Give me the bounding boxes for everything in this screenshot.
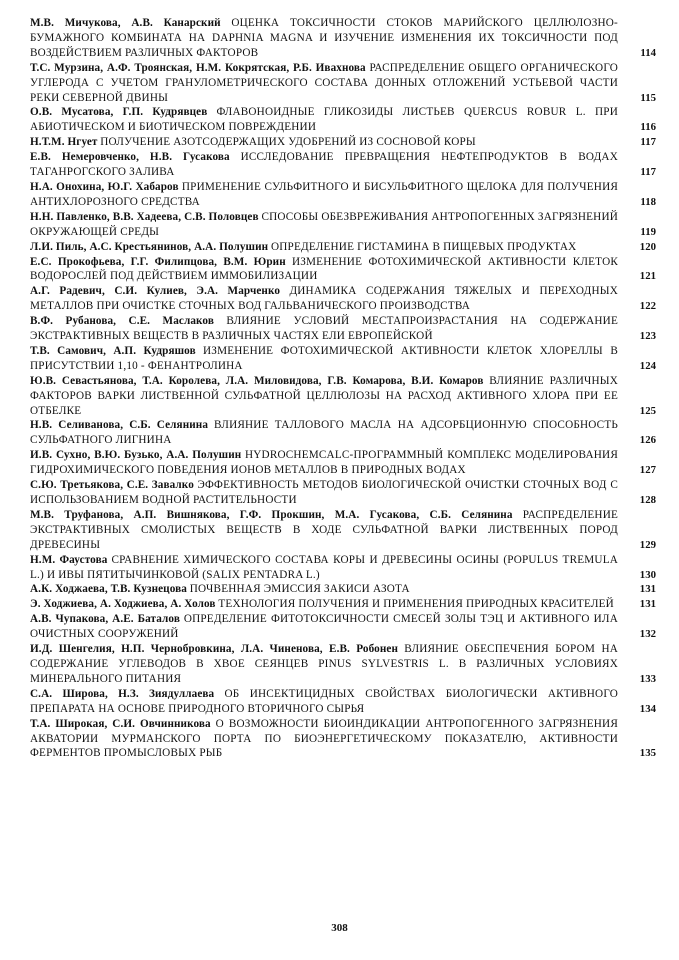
toc-entry	[30, 374, 656, 419]
toc-entry-text	[30, 448, 632, 478]
entry-authors: Н.М. Фаустова	[30, 553, 108, 566]
entry-title: РАСПРЕДЕЛЕНИЕ ОБЩЕГО ОРГАНИЧЕСКОГО УГЛЕРОДА С УЧЕТОМ ГРАНУЛОМЕТРИЧЕСКОГО СОСТАВА ДОННЫХ ОТЛОЖЕНИЙ УСТЬЕВОЙ ЧАСТИ РЕКИ СЕВЕРНОЙ ДВИНЫ	[30, 61, 618, 104]
entry-authors: А.В. Чупакова, А.Е. Баталов	[30, 613, 180, 626]
toc-entry-text	[30, 240, 632, 255]
toc-entry-text	[30, 553, 632, 583]
entry-page-number: 129	[639, 538, 656, 551]
entry-page-number: 130	[639, 568, 656, 581]
toc-entry	[30, 508, 656, 553]
toc-entry	[30, 16, 656, 61]
entry-title: ФЛАВОНОИДНЫЕ ГЛИКОЗИДЫ ЛИСТЬЕВ QUERCUS ROBUR L. ПРИ АБИОТИЧЕСКОМ И БИОТИЧЕСКОМ ПОВРЕЖДЕНИИ	[30, 106, 618, 134]
entry-title: ОЦЕНКА ТОКСИЧНОСТИ СТОКОВ МАРИЙСКОГО ЦЕЛЛЮЛОЗНО-БУМАЖНОГО КОМБИНАТА НА DAPHNIA MAGNA И ИЗУЧЕНИЕ ИЗМЕНЕНИЯ ИХ ТОКСИЧНОСТИ ПОД ВОЗДЕЙСТВИЕМ РАЗЛИЧНЫХ ФАКТОРОВ	[30, 17, 618, 59]
toc-entry	[30, 180, 656, 210]
entry-page-number: 115	[640, 91, 656, 104]
entry-authors: Н.А. Онохина, Ю.Г. Хабаров	[30, 180, 179, 193]
entry-title: ИЗМЕНЕНИЕ ФОТОХИМИЧЕСКОЙ АКТИВНОСТИ КЛЕТОК ХЛОРЕЛЛЫ В ПРИСУТСТВИИ 1,10 - ФЕНАНТРОЛИНА	[30, 344, 618, 372]
entry-title: СПОСОБЫ ОБЕЗВРЕЖИВАНИЯ АНТРОПОГЕННЫХ ЗАГРЯЗНЕНИЙ ОКРУЖАЮЩЕЙ СРЕДЫ	[30, 210, 618, 238]
entry-title: ОБ ИНСЕКТИЦИДНЫХ СВОЙСТВАХ БИОЛОГИЧЕСКИ АКТИВНОГО ПРЕПАРАТА НА ОСНОВЕ ПРИРОДНОГО ВТОРИЧНОГО СЫРЬЯ	[30, 687, 618, 715]
toc-entry-text	[30, 180, 632, 210]
entry-title: ИЗМЕНЕНИЕ ФОТОХИМИЧЕСКОЙ АКТИВНОСТИ КЛЕТОК ВОДОРОСЛЕЙ ПОД ДЕЙСТВИЕМ ИММОБИЛИЗАЦИИ	[30, 255, 619, 283]
toc-entry-text	[30, 314, 632, 344]
toc-entry	[30, 553, 656, 583]
entry-authors: Н.В. Селиванова, С.Б. Селянина	[30, 419, 209, 432]
entry-page-number: 116	[640, 121, 656, 134]
toc-entry-text	[30, 105, 632, 135]
toc-entry	[30, 717, 656, 762]
entry-authors: М.В. Мичукова, А.В. Канарский	[30, 17, 221, 29]
entry-page-number: 126	[639, 434, 656, 447]
entry-authors: А.К. Ходжаева, Т.В. Кузнецова	[30, 583, 187, 596]
toc-entry-text	[30, 284, 632, 314]
toc-entry	[30, 687, 656, 717]
entry-page-number: 117	[640, 136, 656, 149]
toc-entry-text	[30, 582, 632, 597]
toc-entry-text	[30, 16, 632, 61]
toc-entry-text	[30, 344, 632, 374]
toc-entry-text	[30, 717, 632, 762]
entry-title: ВЛИЯНИЕ ОБЕСПЕЧЕНИЯ БОРОМ НА СОДЕРЖАНИЕ УГЛЕВОДОВ В ХВОЕ СЕЯНЦЕВ PINUS SYLVESTRIS L. В РАЗЛИЧНЫХ УСЛОВИЯХ МИНЕРАЛЬНОГО ПИТАНИЯ	[30, 643, 619, 685]
entry-title: HYDROCHEMCALC-ПРОГРАММНЫЙ КОМПЛЕКС МОДЕЛИРОВАНИЯ ГИДРОХИМИЧЕСКОГО ПОВЕДЕНИЯ ИОНОВ МЕТАЛЛОВ В ПРИРОДНЫХ ВОДАХ	[30, 449, 618, 477]
toc-entry	[30, 344, 656, 374]
toc-entry	[30, 255, 656, 285]
toc-entry-text	[30, 478, 632, 508]
entry-authors: Е.С. Прокофьева, Г.Г. Филипцова, В.М. Юрин	[30, 255, 286, 268]
toc-entry	[30, 612, 656, 642]
entry-authors: Т.А. Широкая, С.И. Овчинникова	[30, 717, 211, 730]
entry-page-number: 125	[639, 404, 656, 417]
toc-entry-text	[30, 687, 632, 717]
entry-title: ВЛИЯНИЕ УСЛОВИЙ МЕСТАПРОИЗРАСТАНИЯ НА СОДЕРЖАНИЕ ЭКСТРАКТИВНЫХ ВЕЩЕСТВ В РАЗЛИЧНЫХ ЧАСТЯХ ЕЛИ ЕВРОПЕЙСКОЙ	[30, 315, 618, 343]
toc-entry	[30, 314, 656, 344]
entry-authors: Н.Н. Павленко, В.В. Хадеева, С.В. Половцев	[30, 210, 259, 223]
entry-authors: Н.Т.М. Нгует	[30, 136, 98, 149]
entry-page-number: 132	[639, 628, 656, 641]
entry-authors: А.Г. Радевич, С.И. Кулиев, Э.А. Марченко	[30, 285, 281, 298]
toc-entry	[30, 284, 656, 314]
entry-title: ПОЛУЧЕНИЕ АЗОТСОДЕРЖАЩИХ УДОБРЕНИЙ ИЗ СОСНОВОЙ КОРЫ	[100, 136, 476, 149]
entry-authors: Ю.В. Севастьянова, Т.А. Королева, Л.А. Миловидова, Г.В. Комарова, В.И. Комаров	[30, 374, 484, 387]
toc-entry	[30, 597, 656, 612]
entry-authors: Э. Ходжиева, А. Ходжиева, А. Холов	[30, 598, 216, 611]
entry-page-number: 131	[639, 583, 656, 596]
toc-entry-text	[30, 642, 632, 687]
entry-title: ПРИМЕНЕНИЕ СУЛЬФИТНОГО И БИСУЛЬФИТНОГО ЩЕЛОКА ДЛЯ ПОЛУЧЕНИЯ АНТИХЛОРОЗНОГО СРЕДСТВА	[30, 180, 619, 208]
entry-authors: С.Ю. Третьякова, С.Е. Завалко	[30, 479, 194, 492]
entry-title: ЭФФЕКТИВНОСТЬ МЕТОДОВ БИОЛОГИЧЕСКОЙ ОЧИСТКИ СТОЧНЫХ ВОД С ИСПОЛЬЗОВАНИЕМ ВОДНОЙ РАСТИТЕЛЬНОСТИ	[30, 479, 618, 506]
entry-title: ВЛИЯНИЕ РАЗЛИЧНЫХ ФАКТОРОВ ВАРКИ ЛИСТВЕННОЙ СУЛЬФАТНОЙ ЦЕЛЛЮЛОЗЫ НА РАСХОД АКТИВНОГО ХЛОРА ПРИ ЕЕ ОТБЕЛКЕ	[30, 374, 618, 417]
toc-entry	[30, 210, 656, 240]
entry-page-number: 114	[640, 46, 656, 59]
entry-authors: И.Д. Шенгелия, Н.П. Чернобровкина, Л.А. Чиненова, Е.В. Робонен	[30, 643, 398, 656]
entry-title: РАСПРЕДЕЛЕНИЕ ЭКСТРАКТИВНЫХ СМОЛИСТЫХ ВЕЩЕСТВ В ХОДЕ СУЛЬФАТНОЙ ВАРКИ ЛИСТВЕННЫХ ПОРОД ДРЕВЕСИНЫ	[30, 508, 619, 551]
entry-authors: О.В. Мусатова, Г.П. Кудрявцев	[30, 106, 208, 119]
entry-authors: Т.В. Самович, А.П. Кудряшов	[30, 344, 196, 357]
toc-entry	[30, 448, 656, 478]
toc-entry-text	[30, 61, 632, 106]
page-number: 308	[331, 922, 348, 934]
entry-page-number: 117	[640, 166, 656, 179]
entry-page-number: 122	[639, 300, 656, 313]
entry-page-number: 131	[639, 598, 656, 611]
entry-title: СРАВНЕНИЕ ХИМИЧЕСКОГО СОСТАВА КОРЫ И ДРЕВЕСИНЫ ОСИНЫ (POPULUS TREMULA L.) И ИВЫ ПЯТИТЫЧИНКОВОЙ (SALIX PENTADRA L.)	[30, 553, 619, 581]
toc-entry	[30, 478, 656, 508]
entry-page-number: 120	[639, 240, 656, 253]
toc-entry-text	[30, 135, 632, 150]
entry-page-number: 134	[639, 702, 656, 715]
entry-title: ИССЛЕДОВАНИЕ ПРЕВРАЩЕНИЯ НЕФТЕПРОДУКТОВ В ВОДАХ ТАГАНРОГСКОГО ЗАЛИВА	[30, 151, 618, 179]
toc-entry-text	[30, 418, 632, 448]
entry-authors: Л.И. Пиль, А.С. Крестьянинов, А.А. Полушин	[30, 240, 269, 253]
toc-entry-text	[30, 508, 632, 553]
entry-title: ОПРЕДЕЛЕНИЕ ФИТОТОКСИЧНОСТИ СМЕСЕЙ ЗОЛЫ ТЭЦ И АКТИВНОГО ИЛА ОЧИСТНЫХ СООРУЖЕНИЙ	[30, 613, 618, 641]
toc-entry	[30, 61, 656, 106]
entry-page-number: 128	[639, 494, 656, 506]
toc-entry	[30, 240, 656, 255]
entry-page-number: 119	[640, 225, 656, 238]
entry-page-number: 123	[639, 330, 656, 343]
entry-authors: И.В. Сухно, В.Ю. Бузько, А.А. Полушин	[30, 449, 242, 462]
toc-entry	[30, 105, 656, 135]
entry-title: ОПРЕДЕЛЕНИЕ ГИСТАМИНА В ПИЩЕВЫХ ПРОДУКТАХ	[270, 240, 577, 253]
entry-authors: М.В. Труфанова, А.П. Вишнякова, Г.Ф. Прокшин, М.А. Гусакова, С.Б. Селянина	[30, 508, 513, 521]
entry-title: ТЕХНОЛОГИЯ ПОЛУЧЕНИЯ И ПРИМЕНЕНИЯ ПРИРОДНЫХ КРАСИТЕЛЕЙ	[218, 598, 614, 611]
entry-title: ВЛИЯНИЕ ТАЛЛОВОГО МАСЛА НА АДСОРБЦИОННУЮ СПОСОБНОСТЬ СУЛЬФАТНОГО ЛИГНИНА	[30, 419, 618, 447]
entry-page-number: 124	[639, 359, 656, 372]
entry-page-number: 118	[640, 195, 656, 208]
entry-authors: С.А. Широва, Н.З. Зиядуллаева	[30, 687, 215, 700]
toc-entry-text	[30, 597, 632, 612]
entry-title: ПОЧВЕННАЯ ЭМИССИЯ ЗАКИСИ АЗОТА	[189, 583, 410, 596]
toc-entry	[30, 418, 656, 448]
entry-page-number: 121	[639, 270, 656, 283]
toc-entry	[30, 150, 656, 180]
entry-title: ДИНАМИКА СОДЕРЖАНИЯ ТЯЖЕЛЫХ И ПЕРЕХОДНЫХ МЕТАЛЛОВ ПРИ ОЧИСТКЕ СТОЧНЫХ ВОД ГАЛЬВАНИЧЕСКОГО ПРОИЗВОДСТВА	[30, 285, 618, 313]
entry-title: О ВОЗМОЖНОСТИ БИОИНДИКАЦИИ АНТРОПОГЕННОГО ЗАГРЯЗНЕНИЯ АКВАТОРИИ МУРМАНСКОГО ПОРТА ПО БИОЭНЕРГЕТИЧЕСКОМУ ПОКАЗАТЕЛЮ, АКТИВНОСТИ ФЕРМЕНТОВ ПРОМЫСЛОВЫХ РЫБ	[30, 717, 618, 760]
toc-entry	[30, 135, 656, 150]
entry-page-number: 127	[639, 464, 656, 477]
toc-entry-text	[30, 255, 632, 285]
toc-entry-text	[30, 374, 632, 419]
toc-entry-text	[30, 210, 632, 240]
entry-page-number: 135	[639, 747, 656, 760]
entry-authors: Т.С. Мурзина, А.Ф. Троянская, Н.М. Кокрятская, Р.Б. Ивахнова	[30, 61, 366, 74]
toc-entry	[30, 582, 656, 597]
toc-entry	[30, 642, 656, 687]
entry-authors: Е.В. Немеровченко, Н.В. Гусакова	[30, 151, 230, 164]
entry-page-number: 133	[639, 672, 656, 685]
entry-authors: В.Ф. Рубанова, С.Е. Маслаков	[30, 315, 214, 328]
table-of-contents	[30, 16, 656, 761]
toc-entry-text	[30, 612, 632, 642]
toc-entry-text	[30, 150, 632, 180]
